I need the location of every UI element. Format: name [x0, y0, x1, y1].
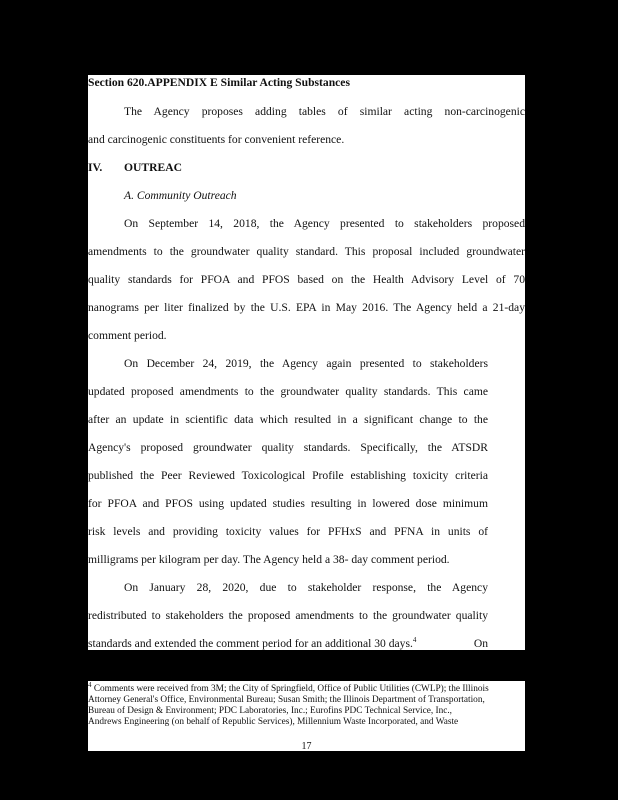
footnote-line: Attorney General's Office, Environmental Bureau; Susan Smith; the Illinois Department of Transportation, — [88, 695, 485, 705]
paragraph-line: redistributed to stakeholders the proposed amendments to the groundwater quality — [88, 609, 488, 622]
footnote-line: Bureau of Design & Environment; PDC Laboratories, Inc.; Eurofins PDC Technical Service, Inc., — [88, 706, 452, 716]
paragraph-line: On January 28, 2020, due to stakeholder response, the Agency — [124, 581, 488, 594]
paragraph-line: The Agency proposes adding tables of similar acting non-carcinogenic — [124, 105, 525, 118]
footnote-mark: 4 — [88, 681, 92, 689]
document-page — [88, 75, 525, 650]
subheading: A. Community Outreach — [124, 189, 237, 202]
paragraph-line: after an update in scientific data which resulted in a significant change to the — [88, 413, 488, 426]
paragraph-line: nanograms per liter finalized by the U.S. EPA in May 2016. The Agency held a 21-day — [88, 301, 525, 314]
paragraph-line: and carcinogenic constituents for convenient reference. — [88, 133, 345, 146]
paragraph-line: for PFOA and PFOS using updated studies resulting in lowered dose minimum — [88, 497, 488, 510]
paragraph-line: On December 24, 2019, the Agency again presented to stakeholders — [124, 357, 488, 370]
paragraph-line: published the Peer Reviewed Toxicological Profile establishing toxicity criteria — [88, 469, 488, 482]
paragraph-line: On September 14, 2018, the Agency presented to stakeholders proposed — [124, 217, 525, 230]
footnote-reference: 4 — [412, 636, 417, 645]
paragraph-line: quality standards for PFOA and PFOS based on the Health Advisory Level of 70 — [88, 273, 525, 286]
outreach-title: OUTREAC — [124, 161, 182, 174]
footnote-area — [88, 681, 525, 751]
outreach-number: IV. — [88, 161, 103, 174]
paragraph-tail: On — [473, 637, 488, 650]
footnote-line: Andrews Engineering (on behalf of Republic Services), Millennium Waste Incorporated, and Waste — [88, 717, 459, 727]
paragraph-text: standards and extended the comment period for an additional 30 days. — [88, 637, 413, 650]
paragraph-line: amendments to the groundwater quality standard. This proposal included groundwater — [88, 245, 525, 258]
paragraph-line: Agency's proposed groundwater quality standards. Specifically, the ATSDR — [88, 441, 488, 454]
paragraph-line: comment period. — [88, 329, 167, 342]
footnote-text: Comments were received from 3M; the City of Springfield, Office of Public Utilities (CWLP); the Illinois — [93, 684, 489, 694]
section-heading: Section 620.APPENDIX E Similar Acting Substances — [88, 76, 350, 89]
paragraph-line: risk levels and providing toxicity values for PFHxS and PFNA in units of — [88, 525, 488, 538]
paragraph-line: updated proposed amendments to the groundwater quality standards. This came — [88, 385, 488, 398]
paragraph-line — [88, 637, 488, 650]
paragraph-line: milligrams per kilogram per day. The Agency held a 38- day comment period. — [88, 553, 450, 566]
footnote-line — [88, 681, 525, 695]
outreach-heading — [88, 161, 525, 175]
page-number: 17 — [301, 741, 312, 751]
